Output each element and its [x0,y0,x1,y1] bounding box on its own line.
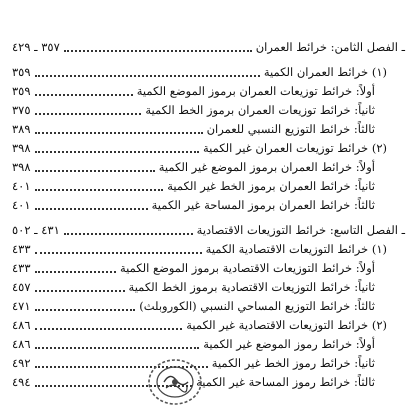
toc-page-number: ٤٨٦ [12,318,31,332]
leader-dots [64,50,252,52]
toc-entry-title: أولاً: خرائط رموز الموضع غير الكمية [203,337,375,351]
toc-entry-title: أولاً: خرائط توزيعات العمران برموز الموضع الكمية [136,84,375,98]
toc-section-entry [12,139,405,158]
toc-page-number: ٣٥٩ [12,65,31,79]
leader-dots [35,75,260,77]
toc-chapter-heading [12,221,405,240]
leader-dots [35,328,183,330]
toc-subsection-entry [12,101,405,120]
toc-entry-title: ثالثاً: خرائط التوزيع المساحي النسبي (الكوروبلث) [139,299,375,313]
toc-subsection-entry [12,120,405,139]
library-stamp-icon [140,352,210,407]
leader-dots [35,252,202,254]
toc-entry-title: (١) خرائط العمران الكمية [263,65,387,79]
leader-dots [35,132,203,134]
toc-page-number: ٤٠١ [12,179,31,193]
toc-page-number: ٣٧٥ [12,103,31,117]
toc-page-number: ٣٥٩ [12,84,31,98]
toc-entry-title: ثانياً: خرائط التوزيعات الاقتصادية برموز الخط الكمية [128,280,375,294]
toc-subsection-entry [12,259,405,278]
toc-page-number: ٤٠١ [12,198,31,212]
toc-subsection-entry [12,177,405,196]
leader-dots [35,94,133,96]
toc-page-number: ٣٩٨ [12,160,31,174]
toc-page-range: ٤٣١ ـ ٥٠٢ [12,223,60,237]
toc-entry-title: أولاً: خرائط العمران برموز الموضع غير الكمية [158,160,375,174]
leader-dots [35,189,164,191]
toc-page-range: ٣٥٧ ـ ٤٢٩ [12,40,60,54]
toc-page-number: ٤٨٦ [12,337,31,351]
toc-chapter-heading [12,38,405,57]
toc-subsection-entry [12,297,405,316]
leader-dots [35,290,125,292]
leader-dots [64,233,193,235]
toc-page-number: ٤٣٣ [12,242,31,256]
toc-subsection-entry [12,196,405,215]
leader-dots [35,113,142,115]
leader-dots [35,151,199,153]
toc-entry-title: ثالثاً: خرائط العمران برموز المساحة غير الكمية [151,198,375,212]
toc-subsection-entry [12,158,405,177]
toc-section-entry [12,240,405,259]
toc-entry-title: ثالثاً: خرائط التوزيع النسبي للعمران [206,122,375,136]
toc-entry-title: ثانياً: خرائط رموز الخط غير الكمية [211,356,375,370]
toc-page-number: ٤٣٣ [12,261,31,275]
toc-page-number: ٣٨٩ [12,122,31,136]
toc-entry-title: (٢) خرائط توزيعات العمران غير الكمية [202,141,387,155]
toc-entry-title: أولاً: خرائط التوزيعات الاقتصادية برموز الموضع الكمية [119,261,375,275]
toc-entry-title: ثانياً: خرائط العمران برموز الخط غير الكمية [167,179,375,193]
toc-subsection-entry [12,82,405,101]
toc-entry-title: (١) خرائط التوزيعات الاقتصادية الكمية [205,242,387,256]
leader-dots [35,309,136,311]
leader-dots [35,170,155,172]
toc-page-number: ٤٩٤ [12,375,31,389]
leader-dots [35,208,148,210]
toc-entry-title: (٢) خرائط التوزيعات الاقتصادية غير الكمية [186,318,387,332]
toc-entry-title: ثانياً: خرائط توزيعات العمران برموز الخط الكمية [145,103,375,117]
toc-section-entry [12,316,405,335]
leader-dots [35,271,116,273]
toc-page-number: ٣٩٨ [12,141,31,155]
toc-page-number: ٤٩٢ [12,356,31,370]
toc-entry-title: ثالثاً: خرائط رموز المساحة غير الكمية [196,375,375,389]
toc-page-number: ٤٧١ [12,299,31,313]
toc-entry-title: ـ الفصل الثامن: خرائط العمران [255,40,405,54]
toc-section-entry [12,63,405,82]
toc-page-number: ٤٥٧ [12,280,31,294]
toc-entry-title: ـ الفصل التاسع: خرائط التوزيعات الاقتصادية [196,223,405,237]
leader-dots [35,347,200,349]
toc-subsection-entry [12,278,405,297]
